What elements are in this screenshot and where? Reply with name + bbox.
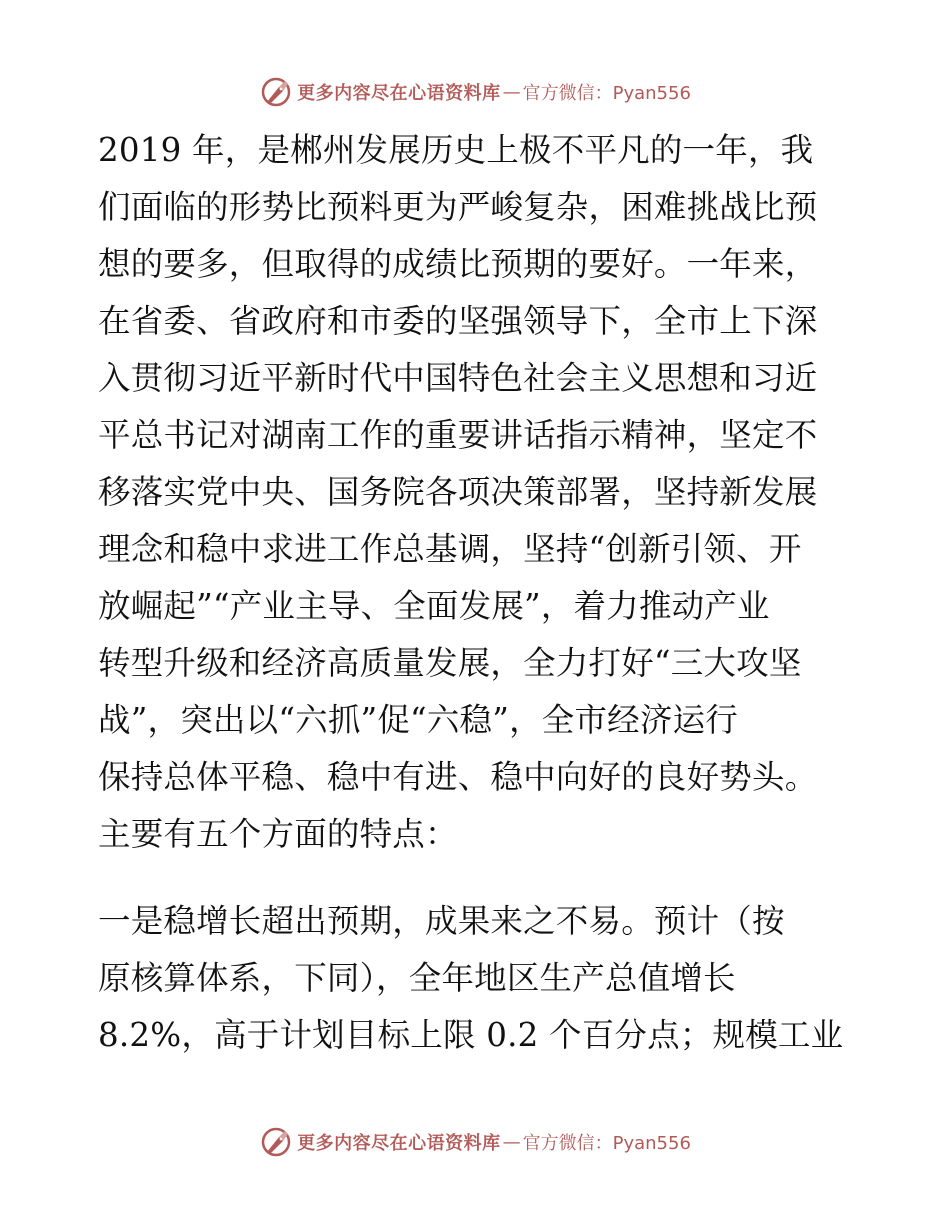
text-line: 主要有五个方面的特点： xyxy=(98,815,458,853)
text-line: 平总书记对湖南工作的重要讲话指示精神，坚定不 xyxy=(98,416,818,454)
text-line: 们面临的形势比预料更为严峻复杂，困难挑战比预 xyxy=(98,188,818,226)
text-line: 入贯彻习近平新时代中国特色社会主义思想和习近 xyxy=(98,359,818,397)
text-line: 一是稳增长超出预期，成果来之不易。预计（按 xyxy=(98,902,785,940)
watermark-brand: 更多内容尽在心语资料库 xyxy=(297,1133,501,1154)
watermark-separator: — xyxy=(502,81,521,103)
header-watermark xyxy=(0,72,950,112)
watermark-contact: 官方微信：Pyan556 xyxy=(522,83,691,104)
watermark-brand: 更多内容尽在心语资料库 xyxy=(297,83,501,104)
text-line: 理念和稳中求进工作总基调，坚持“创新引领、开 xyxy=(98,530,802,568)
watermark-separator: — xyxy=(502,1131,521,1153)
watermark-contact: 官方微信：Pyan556 xyxy=(522,1133,691,1154)
text-line: 8.2%，高于计划目标上限 0.2 个百分点；规模工业 xyxy=(98,1016,844,1054)
text-line: 想的要多，但取得的成绩比预期的要好。一年来， xyxy=(98,245,818,283)
pen-nib-logo-icon xyxy=(259,75,293,109)
text-line: 在省委、省政府和市委的坚强领导下，全市上下深 xyxy=(98,302,818,340)
text-line: 移落实党中央、国务院各项决策部署，坚持新发展 xyxy=(98,473,818,511)
text-line: 转型升级和经济高质量发展，全力打好“三大攻坚 xyxy=(98,644,802,682)
text-line: 放崛起”“产业主导、全面发展”，着力推动产业 xyxy=(98,587,770,625)
text-line: 2019 年，是郴州发展历史上极不平凡的一年，我 xyxy=(98,131,814,169)
text-line: 战”，突出以“六抓”促“六稳”，全市经济运行 xyxy=(98,701,738,739)
pen-nib-logo-icon xyxy=(259,1125,293,1159)
footer-watermark xyxy=(0,1122,950,1162)
text-line: 保持总体平稳、稳中有进、稳中向好的良好势头。 xyxy=(98,758,818,796)
text-line: 原核算体系，下同），全年地区生产总值增长 xyxy=(98,959,736,997)
